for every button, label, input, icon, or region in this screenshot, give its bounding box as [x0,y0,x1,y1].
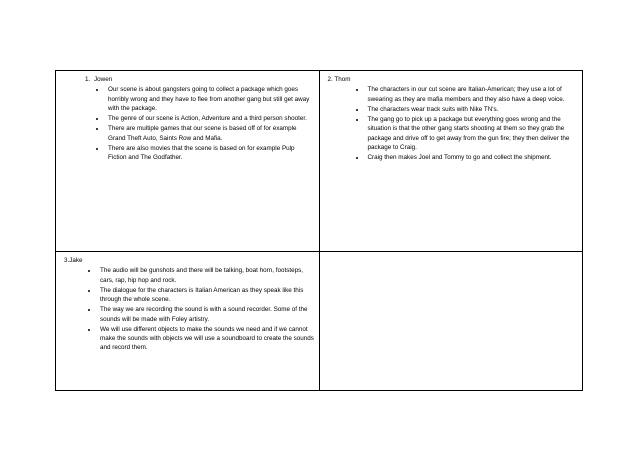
jowen-heading: 1. Jowen [92,75,315,84]
list-item: • We will use different objects to make the sounds we need and if we cannot make the sounds with objects we will use a soundboard to create the sounds and record them. [98,325,315,353]
content-table [55,70,583,391]
cell-content-thom [322,75,579,162]
list-item: • Craig then makes Joel and Tommy to go and collect the shipment. [366,153,579,162]
thom-heading: 2. Thom [327,76,351,83]
cell-content-jake [58,256,315,353]
jowen-bullet-list [58,85,315,162]
table-cell-jowen [56,71,320,252]
list-item: • The characters wear track suits with Nike TN's. [366,105,579,114]
list-item: • The genre of our scene is Action, Adventure and a third person shooter. [106,114,315,123]
list-item: • There are also movies that the scene is based on for example Pulp Fiction and The Godfather. [106,144,315,163]
list-item: • The gang go to pick up a package but everything goes wrong and the situation is that the other gang starts shooting at them so they grab the package and drive off to get away from the gun fire; they then deliver the package to Craig. [366,115,579,153]
table-cell-jake [56,252,320,391]
jowen-heading-list [58,75,315,84]
list-item: • There are multiple games that our scene is based off of for example Grand Theft Auto, Saints Row and Mafia. [106,124,315,143]
list-item: • The way we are recording the sound is with a sound recorder. Some of the sounds will be made with Foley artistry. [98,305,315,324]
table-cell-empty [319,252,583,391]
jake-bullet-list [58,266,315,352]
list-item: • The audio will be gunshots and there will be talking, boat horn, footsteps, cars, rap, hip hop and rock. [98,266,315,285]
list-item: • The dialogue for the characters is Italian American as they speak like this through the whole scene. [98,286,315,305]
table-row [56,252,583,391]
table-row [56,71,583,252]
table-cell-thom [319,71,583,252]
thom-bullet-list [322,85,579,162]
jake-heading: 3.Jake [64,257,83,264]
list-item: • Our scene is about gangsters going to collect a package which goes horribly wrong and they have to flee from another gang but still get away with the package. [106,85,315,113]
list-item: • The characters in our cut scene are Italian-American; they use a lot of swearing as they are mafia members and they also have a deep voice. [366,85,579,104]
cell-content-jowen [58,75,315,162]
